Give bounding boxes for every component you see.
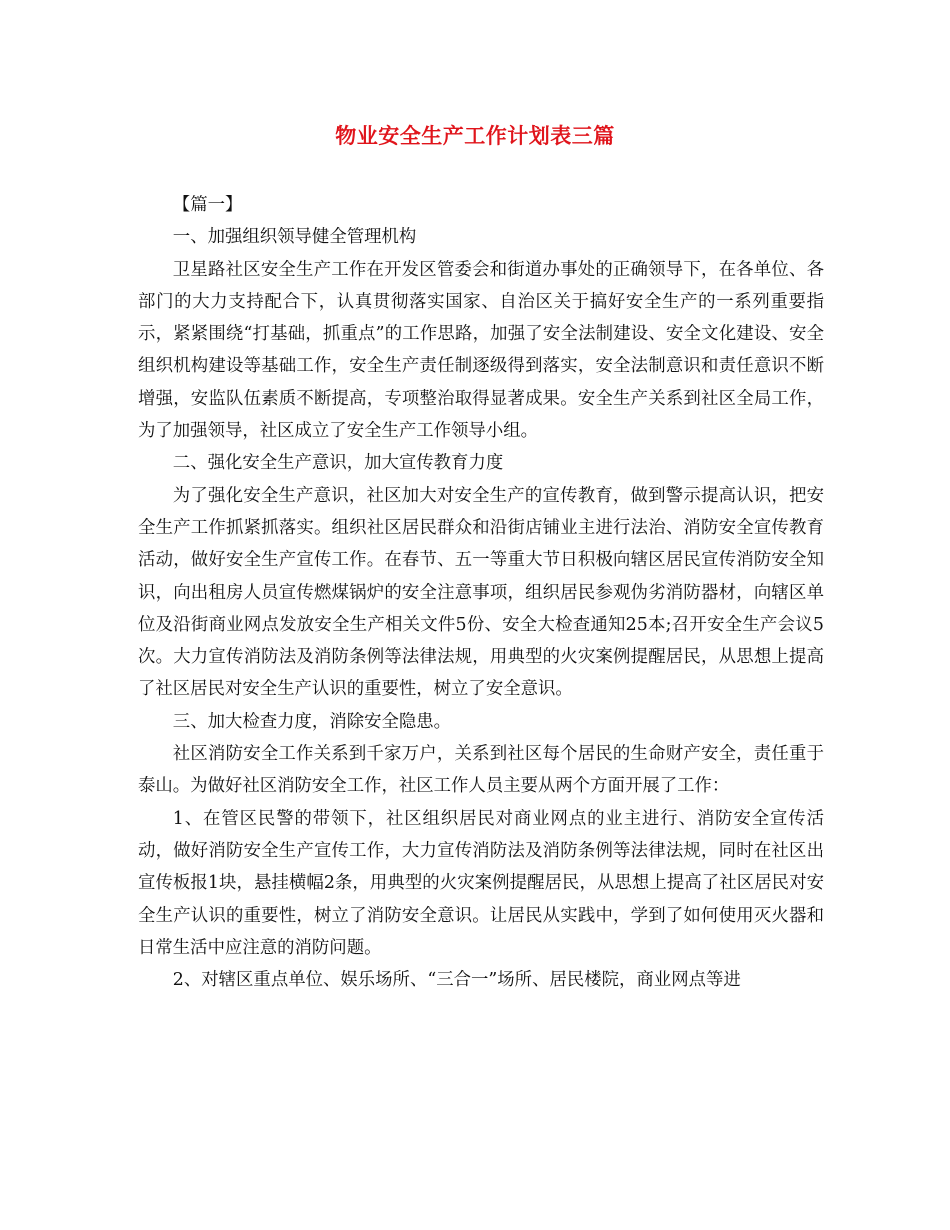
numbered-paragraph: 2、对辖区重点单位、娱乐场所、“三合一”场所、居民楼院，商业网点等进 xyxy=(172,970,741,991)
subheading: 一、加强组织领导健全管理机构 xyxy=(172,227,417,248)
body-paragraph: 卫星路社区安全生产工作在开发区管委会和街道办事处的正确领导下，在各单位、各部门的大力支持配合下，认真贯彻落实国家、自治区关于搞好安全生产的一系列重要指示，紧紧围绕“打基础，抓重点”的工作思路，加强了安全法制建设、安全文化建设、安全组织机构建设等基础工作，安全生产责任制逐级得到落实，安全法制意识和责任意识不断增强，安监队伍素质不断提高，专项整治取得显著成果。安全生产关系到社区全局工作，为了加强领导，社区成立了安全生产工作领导小组。 xyxy=(138,259,824,442)
subheading: 三、加大检查力度，消除安全隐患。 xyxy=(172,711,452,732)
document-title: 物业安全生产工作计划表三篇 xyxy=(335,123,615,148)
numbered-paragraph: 1、在管区民警的带领下，社区组织居民对商业网点的业主进行、消防安全宣传活动，做好消防安全生产宣传工作，大力宣传消防法及消防条例等法律法规，同时在社区出宣传板报1块，悬挂横幅2条，用典型的火灾案例提醒居民，从思想上提高了社区居民对安全生产认识的重要性，树立了消防安全意识。让居民从实践中，学到了如何使用灭火器和日常生活中应注意的消防问题。 xyxy=(138,808,824,958)
subheading: 二、强化安全生产意识，加大宣传教育力度 xyxy=(172,453,504,474)
document-body xyxy=(138,189,824,996)
section-heading: 【篇一】 xyxy=(172,195,243,215)
body-paragraph: 社区消防安全工作关系到千家万户，关系到社区每个居民的生命财产安全，责任重于泰山。为做好社区消防安全工作，社区工作人员主要从两个方面开展了工作： xyxy=(138,744,824,797)
body-paragraph: 为了强化安全生产意识，社区加大对安全生产的宣传教育，做到警示提高认识，把安全生产工作抓紧抓落实。组织社区居民群众和沿街店铺业主进行法治、消防安全宣传教育活动，做好安全生产宣传工作。在春节、五一等重大节日积极向辖区居民宣传消防安全知识，向出租房人员宣传燃煤锅炉的安全注意事项，组织居民参观伪劣消防器材，向辖区单位及沿街商业网点发放安全生产相关文件5份、安全大检查通知25本;召开安全生产会议5次。大力宣传消防法及消防条例等法律法规，用典型的火灾案例提醒居民，从思想上提高了社区居民对安全生产认识的重要性，树立了安全意识。 xyxy=(138,485,824,700)
